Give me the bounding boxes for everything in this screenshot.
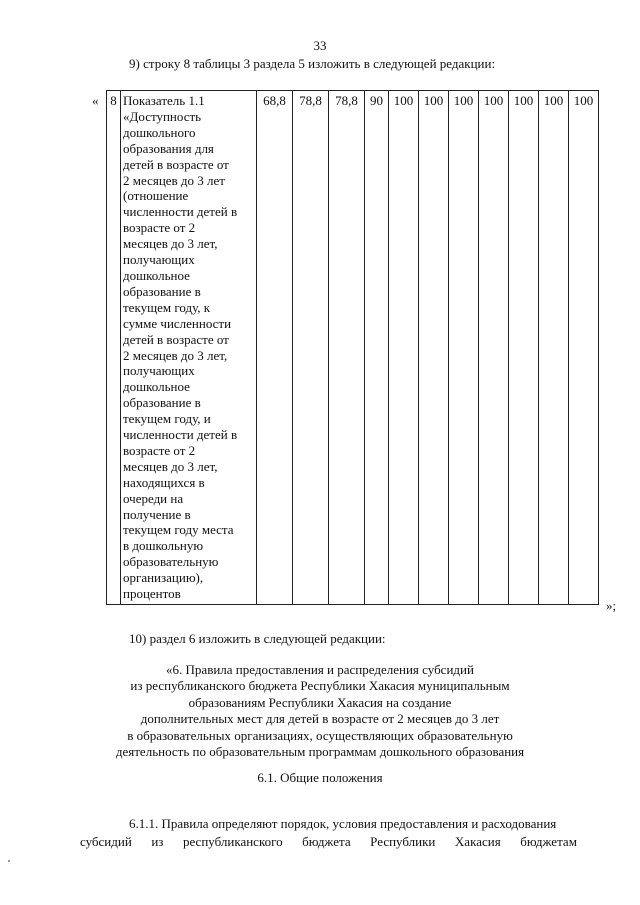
section-title-line: дополнительных мест для детей в возрасте от 2 месяцев до 3 лет — [140, 711, 500, 727]
value-cell: 100 — [419, 91, 449, 605]
paragraph-first-line: 6.1.1. Правила определяют порядок, условия предоставления и расходования — [129, 816, 557, 831]
indicator-text-line: получающих — [123, 252, 195, 268]
indicator-text-line: в дошкольную — [123, 538, 204, 554]
indicator-text-line: образования для — [123, 140, 214, 156]
value-cell: 100 — [449, 91, 479, 605]
amendment-table — [106, 90, 599, 605]
quote-open-mark: « — [92, 93, 99, 108]
value-cell: 68,8 — [257, 91, 293, 605]
indicator-text-line: текущем году, и — [123, 411, 211, 427]
indicator-text-line: дошкольное — [123, 379, 190, 395]
paragraph-word: бюджетам — [520, 834, 577, 849]
indicator-text-line: 2 месяцев до 3 лет, — [123, 347, 228, 363]
indicator-text-line: находящихся в — [123, 474, 205, 490]
section-title-line: образованиям Республики Хакасия на создание — [188, 694, 452, 710]
indicator-text-line: образовательную — [123, 554, 219, 570]
section-title-line: из республиканского бюджета Республики Хакасия муниципальным — [130, 678, 510, 694]
indicator-text-line: получающих — [123, 363, 195, 379]
indicator-text-line: очереди на — [123, 490, 184, 506]
page-number: 33 — [313, 38, 327, 53]
indicator-text-line: 2 месяцев до 3 лет — [123, 172, 225, 188]
paragraph-word: субсидий — [80, 834, 132, 849]
value-cell: 100 — [539, 91, 569, 605]
paragraph-word: бюджета — [302, 834, 351, 849]
section-title-line: «6. Правила предоставления и распределения субсидий — [166, 662, 474, 677]
paragraph-second-line — [80, 834, 577, 850]
quote-close-mark: »; — [606, 598, 617, 613]
indicator-text-line: «Доступность — [123, 108, 202, 124]
item-10-text: 10) раздел 6 изложить в следующей редакции: — [129, 631, 386, 646]
indicator-text-line: возрасте от 2 — [123, 442, 196, 458]
indicator-text-line: сумме численности — [123, 315, 232, 331]
subsection-title: 6.1. Общие положения — [257, 770, 383, 785]
value-cell: 78,8 — [329, 91, 365, 605]
table-row — [107, 91, 599, 605]
indicator-text-line: процентов — [123, 586, 181, 602]
section-title-line: деятельность по образовательным программам дошкольного образования — [115, 744, 525, 760]
indicator-text-line: детей в возрасте от — [123, 331, 229, 347]
indicator-text-line: месяцев до 3 лет, — [123, 458, 218, 474]
section-title — [0, 662, 640, 760]
paragraph-word: республиканского — [182, 834, 283, 849]
intro-text: 9) строку 8 таблицы 3 раздела 5 изложить в следующей редакции: — [129, 56, 496, 71]
indicator-text-line: месяцев до 3 лет, — [123, 236, 218, 252]
row-number-cell: 8 — [107, 91, 121, 605]
value-cell: 100 — [479, 91, 509, 605]
indicator-text-line: организацию), — [123, 570, 204, 586]
indicator-text-line: дошкольное — [123, 267, 190, 283]
indicator-text-line: дошкольного — [123, 124, 196, 140]
indicator-text-line: текущем году, к — [123, 299, 211, 315]
indicator-cell — [121, 91, 257, 605]
paragraph-word: Хакасия — [454, 834, 501, 849]
indicator-text-line: детей в возрасте от — [123, 156, 229, 172]
indicator-text-line: (отношение — [123, 188, 189, 204]
indicator-text-line: численности детей в — [123, 204, 238, 220]
indicator-text-line: образование в — [123, 283, 201, 299]
value-cell: 90 — [365, 91, 389, 605]
value-cell: 78,8 — [293, 91, 329, 605]
paragraph-word: из — [151, 834, 164, 849]
value-cell: 100 — [509, 91, 539, 605]
section-title-line: в образовательных организациях, осуществляющих образовательную — [127, 727, 513, 743]
paragraph-word: Республики — [370, 834, 436, 849]
indicator-text-line: текущем году места — [123, 522, 234, 538]
indicator-text-line: образование в — [123, 395, 201, 411]
value-cell: 100 — [569, 91, 599, 605]
indicator-text-line: численности детей в — [123, 427, 238, 443]
indicator-text-line: Показатель 1.1 — [123, 93, 205, 108]
margin-mark — [8, 860, 10, 862]
indicator-text-line: возрасте от 2 — [123, 220, 196, 236]
indicator-text-line: получение в — [123, 506, 191, 522]
value-cell: 100 — [389, 91, 419, 605]
